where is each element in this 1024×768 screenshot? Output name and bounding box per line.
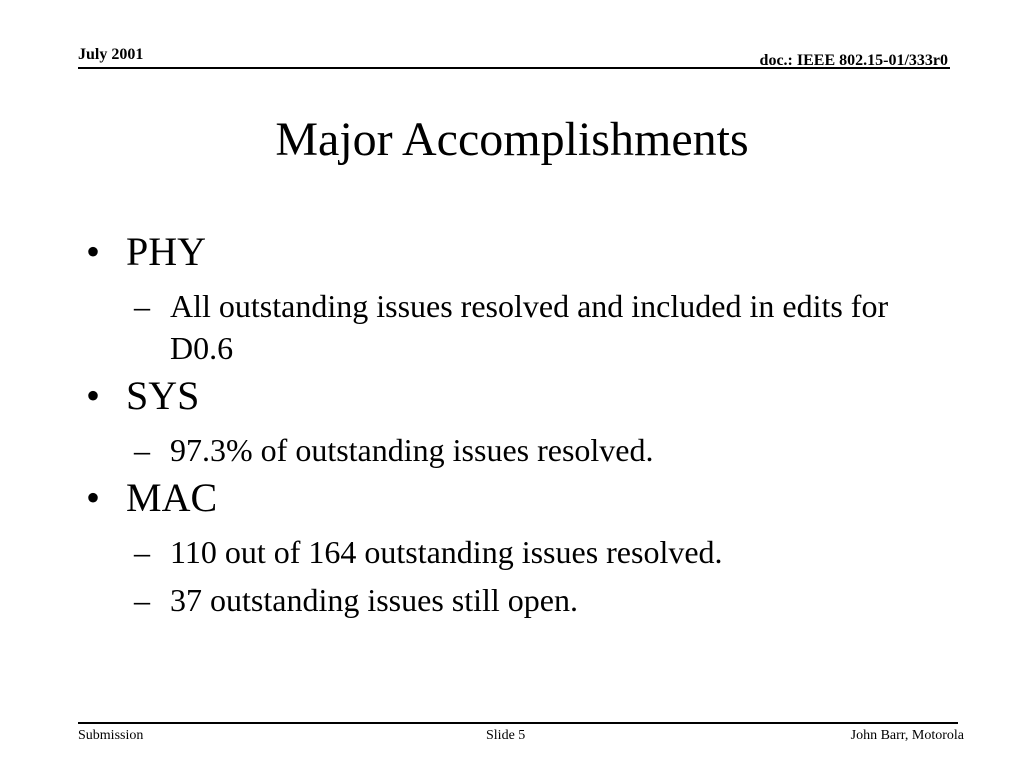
bullet-item-mac bbox=[86, 471, 946, 621]
bullet-list bbox=[86, 225, 946, 621]
bullet-label: SYS bbox=[126, 373, 200, 418]
bullet-item-sys bbox=[86, 369, 946, 471]
sub-item bbox=[134, 531, 946, 573]
sub-item-text: 110 out of 164 outstanding issues resolved. bbox=[170, 534, 723, 570]
bullet-icon: • bbox=[86, 475, 101, 520]
dash-icon: – bbox=[134, 582, 150, 618]
bullet-label: PHY bbox=[126, 229, 207, 274]
bullet-item-phy bbox=[86, 225, 946, 369]
sub-item bbox=[134, 429, 946, 471]
sub-item bbox=[134, 579, 946, 621]
footer-divider bbox=[78, 722, 958, 724]
dash-icon: – bbox=[134, 534, 150, 570]
footer-author: John Barr, Motorola bbox=[850, 728, 964, 743]
sub-item-text: 97.3% of outstanding issues resolved. bbox=[170, 432, 654, 468]
header-divider bbox=[78, 67, 950, 69]
dash-icon: – bbox=[134, 288, 150, 324]
footer-submission: Submission bbox=[78, 728, 144, 743]
dash-icon: – bbox=[134, 432, 150, 468]
header-date: July 2001 bbox=[78, 46, 144, 63]
sub-item bbox=[134, 285, 946, 369]
sub-item-text: 37 outstanding issues still open. bbox=[170, 582, 578, 618]
slide-title: Major Accomplishments bbox=[275, 113, 749, 166]
bullet-label: MAC bbox=[126, 475, 218, 520]
header-doc-id: doc.: IEEE 802.15-01/333r0 bbox=[759, 52, 948, 69]
bullet-icon: • bbox=[86, 229, 101, 274]
bullet-icon: • bbox=[86, 373, 101, 418]
sub-item-text: All outstanding issues resolved and included in edits for D0.6 bbox=[170, 288, 889, 366]
footer-slide-number: Slide 5 bbox=[486, 728, 526, 743]
